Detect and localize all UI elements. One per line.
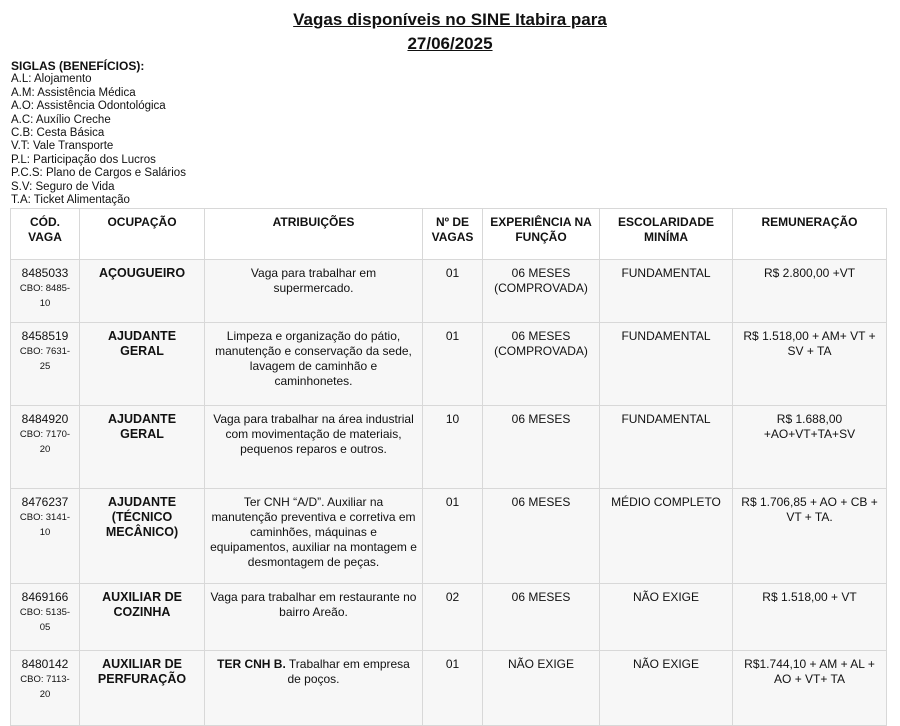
- cbo-code: CBO: 7113-20: [20, 674, 70, 700]
- pay-cell: R$ 2.800,00 +VT: [733, 260, 887, 323]
- job-code: 8480142: [21, 657, 69, 671]
- occupation-cell: AJUDANTE GERAL: [80, 323, 205, 406]
- attributions-cell: [205, 584, 423, 651]
- job-code: 8484920: [21, 412, 69, 426]
- table-row: [11, 260, 887, 323]
- openings-cell: 02: [423, 584, 483, 651]
- schooling-cell: FUNDAMENTAL: [600, 260, 733, 323]
- pay-cell: R$ 1.706,85 + AO + CB + VT + TA.: [733, 489, 887, 584]
- schooling-cell: NÃO EXIGE: [600, 651, 733, 726]
- attributions-cell: [205, 260, 423, 323]
- attributions-text: Trabalhar em empresa de poços.: [287, 657, 410, 686]
- experience-cell: 06 MESES: [483, 584, 600, 651]
- openings-cell: 01: [423, 323, 483, 406]
- schooling-cell: FUNDAMENTAL: [600, 406, 733, 489]
- legend-item: S.V: Seguro de Vida: [11, 180, 115, 193]
- occupation-cell: AJUDANTE GERAL: [80, 406, 205, 489]
- cbo-code: CBO: 7170-20: [19, 429, 71, 455]
- col-header-occupation: OCUPAÇÃO: [80, 209, 205, 260]
- table-row: [11, 584, 887, 651]
- pay-cell: R$ 1.518,00 + AM+ VT + SV + TA: [733, 323, 887, 406]
- job-code: 8485033: [21, 266, 69, 280]
- experience-cell: 06 MESES (COMPROVADA): [483, 323, 600, 406]
- col-header-schooling: ESCOLARIDADE MINÍMA: [600, 209, 733, 260]
- table-row: [11, 489, 887, 584]
- page-title: [0, 8, 900, 56]
- occupation-cell: AUXILIAR DE COZINHA: [80, 584, 205, 651]
- job-openings-table: [10, 208, 887, 726]
- legend-item: A.M: Assistência Médica: [11, 86, 136, 99]
- col-header-code: CÓD. VAGA: [11, 209, 80, 260]
- attributions-lead: TER CNH B.: [217, 657, 286, 671]
- attributions-text: Vaga para trabalhar na área industrial com movimentação de materiais, pequenos reparos e outros.: [213, 412, 414, 456]
- attributions-cell: [205, 489, 423, 584]
- col-header-experience: EXPERIÊNCIA NA FUNÇÃO: [483, 209, 600, 260]
- benefits-legend: [11, 60, 186, 207]
- experience-cell: 06 MESES (COMPROVADA): [483, 260, 600, 323]
- pay-cell: R$1.744,10 + AM + AL + AO + VT+ TA: [733, 651, 887, 726]
- title-line-2: 27/06/2025: [407, 34, 493, 53]
- attributions-cell: [205, 323, 423, 406]
- schooling-cell: NÃO EXIGE: [600, 584, 733, 651]
- job-code-cell: [11, 489, 80, 584]
- job-code-cell: [11, 260, 80, 323]
- schooling-cell: MÉDIO COMPLETO: [600, 489, 733, 584]
- attributions-text: Ter CNH “A/D”. Auxiliar na manutenção preventiva e corretiva em caminhões, máquinas e equipamentos, auxiliar na montagem e desmontagem de peças.: [210, 495, 417, 569]
- experience-cell: 06 MESES: [483, 406, 600, 489]
- legend-item: P.L: Participação dos Lucros: [11, 153, 156, 166]
- job-code: 8469166: [21, 590, 69, 604]
- pay-cell: R$ 1.518,00 + VT: [733, 584, 887, 651]
- attributions-text: Limpeza e organização do pátio, manutenção e conservação da sede, lavagem de caminhão e caminhonetes.: [215, 329, 412, 388]
- attributions-text: Vaga para trabalhar em restaurante no bairro Areão.: [210, 590, 417, 619]
- attributions-cell: [205, 406, 423, 489]
- job-code: 8458519: [21, 329, 69, 343]
- attributions-cell: [205, 651, 423, 726]
- experience-cell: NÃO EXIGE: [483, 651, 600, 726]
- col-header-openings: Nº DE VAGAS: [423, 209, 483, 260]
- job-code: 8476237: [21, 495, 69, 509]
- table-row: [11, 651, 887, 726]
- legend-item: T.A: Ticket Alimentação: [11, 194, 130, 207]
- pay-cell: R$ 1.688,00 +AO+VT+TA+SV: [733, 406, 887, 489]
- attributions-text: Vaga para trabalhar em supermercado.: [250, 266, 377, 295]
- table-header-row: [11, 209, 887, 260]
- experience-cell: 06 MESES: [483, 489, 600, 584]
- schooling-cell: FUNDAMENTAL: [600, 323, 733, 406]
- cbo-code: CBO: 5135-05: [19, 607, 71, 633]
- job-code-cell: [11, 584, 80, 651]
- col-header-attributions: ATRIBUIÇÕES: [205, 209, 423, 260]
- openings-cell: 01: [423, 489, 483, 584]
- job-code-cell: [11, 323, 80, 406]
- table-row: [11, 323, 887, 406]
- cbo-code: CBO: 7631-25: [19, 346, 71, 372]
- legend-item: P.C.S: Plano de Cargos e Salários: [11, 167, 186, 180]
- openings-cell: 10: [423, 406, 483, 489]
- cbo-code: CBO: 3141-10: [19, 512, 71, 538]
- openings-cell: 01: [423, 260, 483, 323]
- openings-cell: 01: [423, 651, 483, 726]
- occupation-cell: AÇOUGUEIRO: [80, 260, 205, 323]
- table-row: [11, 406, 887, 489]
- legend-item: C.B: Cesta Básica: [11, 127, 105, 140]
- legend-item: A.O: Assistência Odontológica: [11, 100, 166, 113]
- col-header-pay: REMUNERAÇÃO: [733, 209, 887, 260]
- job-code-cell: [11, 406, 80, 489]
- legend-item: V.T: Vale Transporte: [11, 140, 114, 153]
- cbo-code: CBO: 8485-10: [19, 283, 71, 309]
- title-line-1: Vagas disponíveis no SINE Itabira para: [293, 10, 607, 29]
- occupation-cell: AUXILIAR DE PERFURAÇÃO: [80, 651, 205, 726]
- occupation-cell: AJUDANTE (TÉCNICO MECÂNICO): [80, 489, 205, 584]
- legend-item: A.C: Auxílio Creche: [11, 113, 111, 126]
- job-code-cell: [11, 651, 80, 726]
- legend-item: A.L: Alojamento: [11, 73, 92, 86]
- legend-heading: SIGLAS (BENEFÍCIOS):: [11, 59, 145, 73]
